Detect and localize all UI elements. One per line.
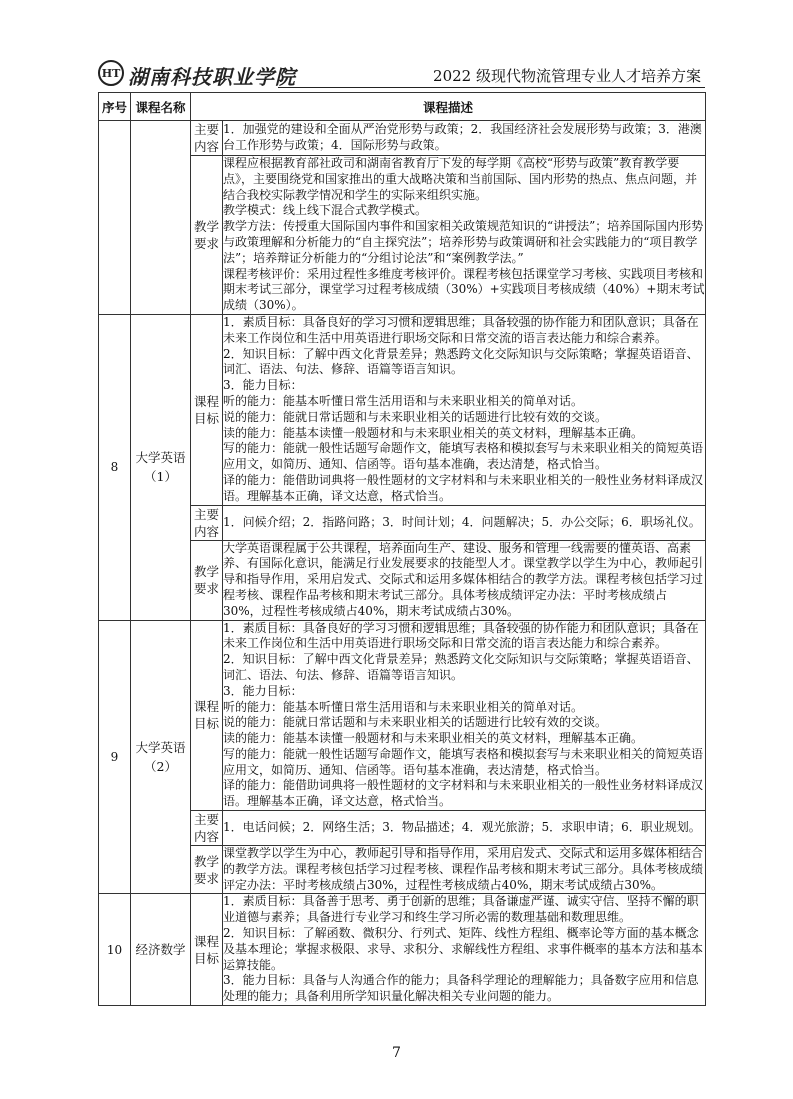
table-row (99, 156, 706, 315)
table-row (99, 620, 706, 811)
label-main-content: 主要内容 (191, 121, 223, 156)
text-paragraph: 说的能力：能就日常话题和与未来职业相关的话题进行比较有效的交谈。 (223, 715, 608, 730)
course-name (131, 620, 191, 894)
text-paragraph: 2．知识目标：了解中西文化背景差异；熟悉跨文化交际知识与交际策略；掌握英语语音、词汇、语法、句法、修辞、语篇等语言知识。 (223, 346, 699, 377)
text-paragraph: 听的能力：能基本听懂日常生活用语和与未来职业相关的简单对话。 (223, 393, 584, 408)
table-row (99, 505, 706, 540)
text-paragraph: 写的能力：能就一般性话题写命题作文，能填写表格和模拟套写与未来职业相关的简短英语应用文，如简历、通知、信函等。语句基本准确，表达清楚，格式恰当。 (223, 441, 704, 472)
course-name: 经济数学 (131, 894, 191, 1006)
table-row (99, 811, 706, 846)
col-header-number: 序号 (99, 93, 131, 121)
text-paragraph: 1．素质目标：具备良好的学习习惯和逻辑思维；具备较强的协作能力和团队意识；具备在未来工作岗位和生活中用英语进行职场交际和日常交流的语言表达能力和综合素养。 (223, 620, 699, 651)
text-paragraph: 课程考核评价：采用过程性多维度考核评价。课程考核包括课堂学习考核、实践项目考核和期末考试三部分，课堂学习过程考核成绩（30%）+实践项目考核成绩（40%）+期末考试成绩（30%）。 (223, 266, 705, 313)
table-row (99, 540, 706, 620)
text-paragraph: 读的能力：能基本读懂一般题材和与未来职业相关的英文材料，理解基本正确。 (223, 731, 644, 746)
course-name (131, 314, 191, 620)
table-row (99, 846, 706, 894)
table-header-row (99, 93, 706, 121)
text-paragraph: 读的能力：能基本读懂一般题材和与未来职业相关的英文材料，理解基本正确。 (223, 425, 644, 440)
course-name-line: （2） (144, 758, 177, 774)
text-paragraph: 教学模式：线上线下混合式教学模式。 (223, 203, 428, 218)
cell-number-empty (99, 121, 131, 315)
label-main-content: 主要内容 (191, 811, 223, 846)
col-header-description: 课程描述 (191, 93, 706, 121)
course-number: 10 (99, 894, 131, 1006)
text-paragraph: 2．知识目标：了解函数、微积分、行列式、矩阵、线性方程组、概率论等方面的基本概念及基本理论；掌握求极限、求导、求积分、求解线性方程组、求事件概率的基本方法和基本运算技能。 (223, 926, 704, 972)
table-row (99, 121, 706, 156)
course-number: 8 (99, 314, 131, 620)
page-number: 7 (392, 1045, 401, 1061)
text-paragraph: 听的能力：能基本听懂日常生活用语和与未来职业相关的简单对话。 (223, 699, 584, 714)
course-name-line: （1） (144, 469, 177, 485)
text-paragraph: 1．素质目标：具备善于思考、勇于创新的思维；具备谦虚严谨、诚实守信、坚持不懈的职业道德与素养；具备进行专业学习和终生学习所必需的数理基础和数理思维。 (223, 894, 699, 925)
label-objectives: 课程目标 (191, 314, 223, 505)
table-row (99, 894, 706, 1006)
logo-text: HT (101, 66, 121, 80)
text-paragraph: 课堂教学以学生为中心，教师起引导和指导作用，采用启发式、交际式和运用多媒体相结合的教学方法。课程考核包括学习过程考核、课程作品考核和期末考试三部分。具体考核成绩评定办法：平时考核成绩占30%，过程性考核成绩占40%，期末考试成绩占30%。 (223, 846, 704, 892)
text-paragraph: 2．知识目标：了解中西文化背景差异；熟悉跨文化交际知识与交际策略；掌握英语语音、词汇、语法、句法、修辞、语篇等语言知识。 (223, 652, 699, 682)
text-paragraph: 译的能力：能借助词典将一般性题材的文字材料和与未来职业相关的一般性业务材料译成汉语。理解基本正确，译文达意，格式恰当。 (223, 778, 704, 809)
course-name-line: 大学英语 (135, 450, 186, 466)
table-row (99, 314, 706, 505)
text-paragraph: 3．能力目标： (223, 378, 303, 393)
text-paragraph: 课程应根据教育部社政司和湖南省教育厅下发的每学期《高校“形势与政策”教育教学要点》，主要围绕党和国家推出的重大战略决策和当前国际、国内形势的热点、焦点问题，并结合我校实际教学情况和学生的实际来组织实施。 (223, 156, 698, 202)
label-requirements: 教学要求 (191, 846, 223, 894)
course-name-line: 大学英语 (135, 739, 186, 755)
course-requirements (223, 846, 706, 894)
prev-requirements (223, 156, 706, 315)
label-requirements: 教学要求 (191, 156, 223, 315)
text-paragraph: 3．能力目标： (223, 683, 303, 698)
label-objectives: 课程目标 (191, 894, 223, 1006)
document-title: 2022 级现代物流管理专业人才培养方案 (433, 67, 701, 85)
school-name: 湖南科技职业学院 (128, 65, 296, 89)
prev-main-content: 1．加强党的建设和全面从严治党形势与政策；2．我国经济社会发展形势与政策；3．港澳台工作形势与政策；4．国际形势与政策。 (223, 121, 706, 156)
course-objectives (223, 314, 706, 505)
text-paragraph: 译的能力：能借助词典将一般性题材的文字材料和与未来职业相关的一般性业务材料译成汉语。理解基本正确，译文达意，格式恰当。 (223, 472, 704, 503)
header-rule (278, 87, 705, 88)
label-objectives: 课程目标 (191, 620, 223, 811)
text-paragraph: 大学英语课程属于公共课程，培养面向生产、建设、服务和管理一线需要的懂英语、高素养、有国际化意识，能满足行业发展要求的技能型人才。课堂教学以学生为中心，教师起引导和指导作用，采用启发式、交际式和运用多媒体相结合的教学方法。课程考核包括学习过程考核、课程作品考核和期末考试三部分。具体考核成绩评定办法：平时考核成绩占30%，过程性考核成绩占40%，期末考试成绩占30%。 (223, 540, 704, 618)
course-number: 9 (99, 620, 131, 894)
text-paragraph: 教学方法：传授重大国际国内事件和国家相关政策规范知识的“讲授法”；培养国际国内形势与政策理解和分析能力的“自主探究法”；培养形势与政策调研和社会实践能力的“项目教学法”；培养辩证分析能力的“分组讨论法”和“案例教学法。” (223, 219, 704, 265)
cell-name-empty (131, 121, 191, 315)
col-header-course-name: 课程名称 (131, 93, 191, 121)
page-header (98, 58, 705, 88)
course-table (98, 92, 706, 1006)
text-paragraph: 3．能力目标：具备与人沟通合作的能力；具备科学理论的理解能力；具备数字应用和信息处理的能力；具备利用所学知识量化解决相关专业问题的能力。 (223, 973, 699, 1004)
text-paragraph: 写的能力：能就一般性话题写命题作文，能填写表格和模拟套写与未来职业相关的简短英语应用文，如简历、通知、信函等。语句基本准确，表达清楚，格式恰当。 (223, 746, 704, 777)
label-main-content: 主要内容 (191, 505, 223, 540)
text-paragraph: 说的能力：能就日常话题和与未来职业相关的话题进行比较有效的交谈。 (223, 409, 608, 424)
course-objectives (223, 894, 706, 1006)
label-requirements: 教学要求 (191, 540, 223, 620)
text-paragraph: 1．素质目标：具备良好的学习习惯和逻辑思维；具备较强的协作能力和团队意识；具备在未来工作岗位和生活中用英语进行职场交际和日常交流的语言表达能力和综合素养。 (223, 314, 699, 345)
course-requirements (223, 540, 706, 620)
course-main-content: 1．电话问候；2．网络生活；3．物品描述；4．观光旅游；5．求职申请；6．职业规划。 (223, 811, 706, 846)
course-objectives (223, 620, 706, 811)
course-main-content: 1．问候介绍；2．指路问路；3．时间计划；4．问题解决；5．办公交际；6．职场礼仪。 (223, 505, 706, 540)
school-logo-icon (98, 60, 124, 86)
